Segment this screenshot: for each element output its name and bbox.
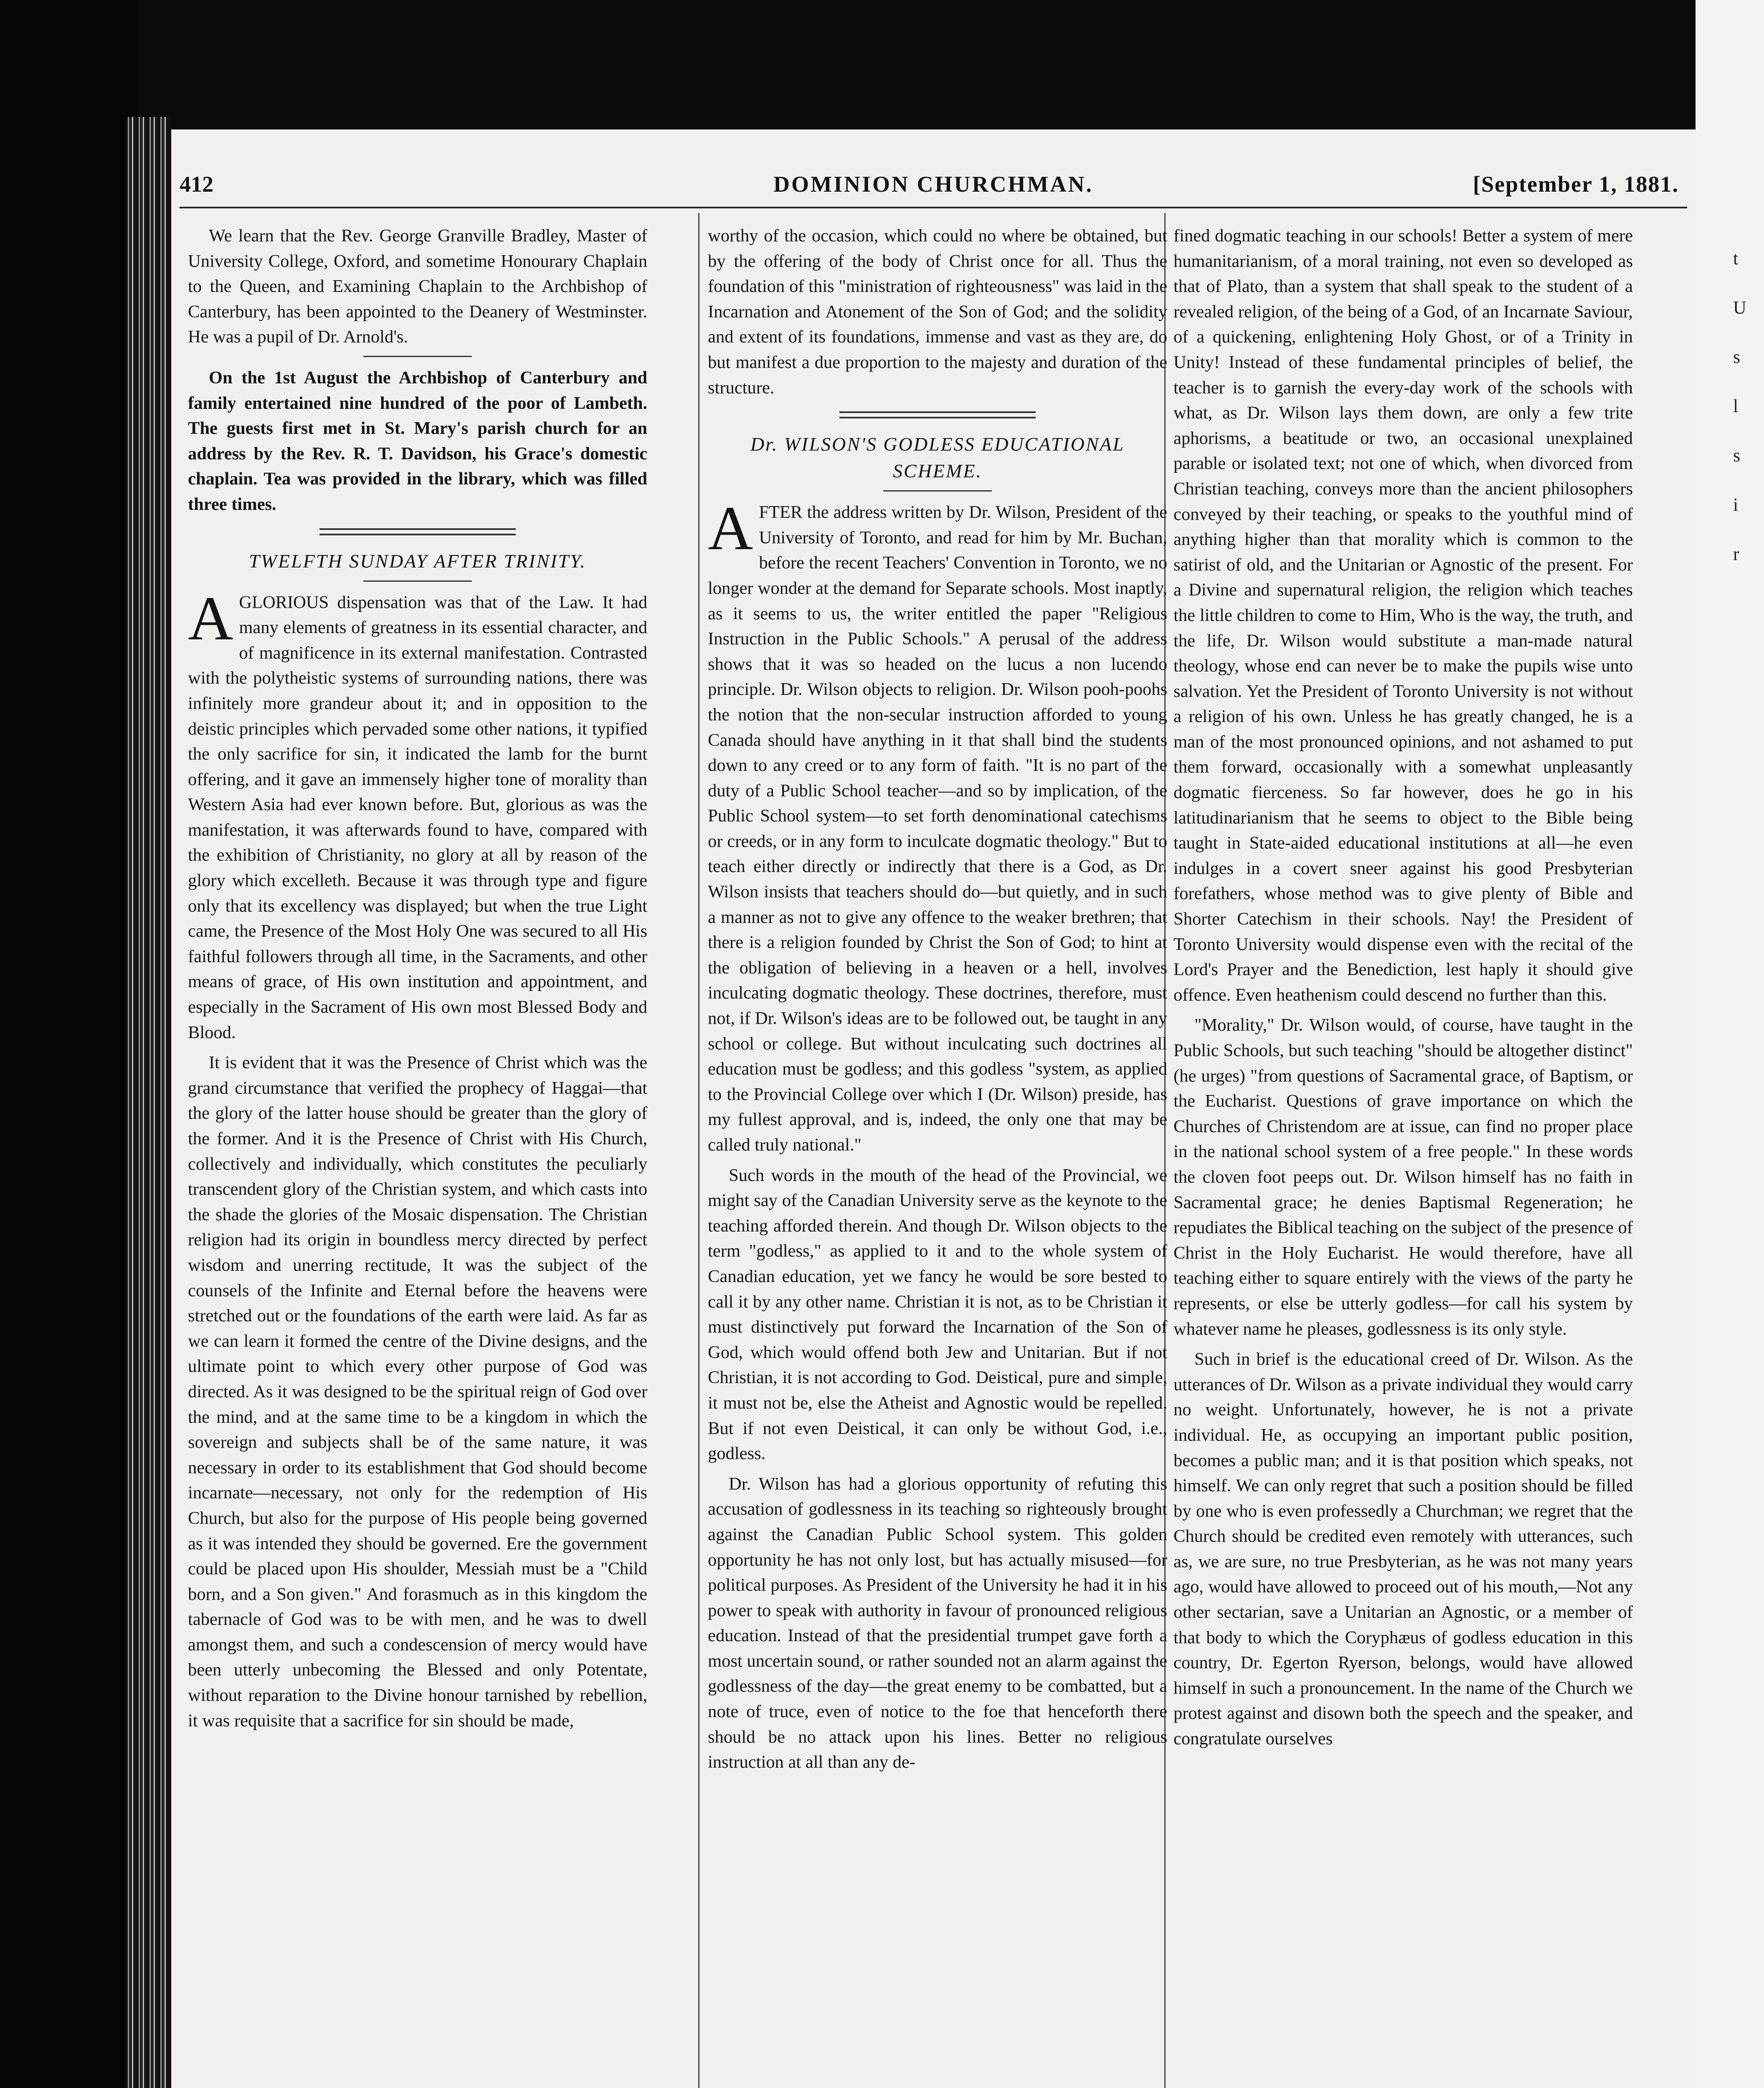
news-item-lambeth: On the 1st August the Archbishop of Canterbury and family entertained nine hundred of the poor of Lambeth. The guests first met in St. Mary's parish church for an address by the Rev. R. T. Davidson, his Grace's domestic chaplain. Tea was provided in the library, which was filled three times.: [188, 367, 647, 514]
section-double-rule: [319, 528, 516, 535]
fragment-letter: s: [1733, 445, 1741, 466]
trinity-paragraph-1: [188, 583, 647, 1046]
scan-border-left: [0, 0, 138, 2088]
drop-cap: A: [188, 583, 233, 653]
fragment-letter: t: [1733, 248, 1739, 269]
drop-cap: A: [708, 494, 753, 563]
trinity-paragraph-2: It is evident that it was the Presence of Christ which was the grand circumstance that verified the prophecy of Haggai—that the glory of the latter house should be greater than the glory of the former. And it is the Presence of Christ with His Church, collectively and individually, which constitutes the peculiarly transcendent glory of the Christian system, and which casts into the shade the glories of the Mosaic dispensation. The Christian religion had its origin in boundless mercy directed by perfect wisdom and unerring rectitude, It was the subject of the counsels of the Infinite and Eternal before the heavens were stretched out or the foundations of the earth were laid. As far as we can learn it formed the centre of the Divine designs, and the ultimate point to which every other purpose of God was directed. As it was designed to be the spiritual reign of God over the mind, and at the same time to be a kingdom in which the sovereign and subjects shall be of the same nature, it was necessary in order to its establishment that God should become incarnate—necessary, not only for the redemption of His Church, but also for the purpose of His people being governed as it was intended they should be governed. Ere the government could be placed upon His shoulder, Messiah must be a "Child born, and a Son given." And forasmuch as in this kingdom the tabernacle of God was to be with men, and he was to dwell amongst them, and such a condescension of mercy would have been utterly unbecoming the Blessed and only Potentate, without reparation to the Divine honour tarnished by rebellion, it was requisite that a sacrifice for sin should be made,: [188, 1053, 647, 1731]
trinity-paragraph-1-text: GLORIOUS dispensation was that of the Law. It had many elements of greatness in its essential character, and of magnificence in its external manifestation. Contrasted with the polytheistic systems of surrounding nations, there was infinitely more grandeur about it; and in opposition to the deistic principles which pervaded some other nations, it typified the only sacrifice for sin, it indicated the lamb for the burnt offering, and it gave an immensely higher tone of morality than Western Asia had ever known before. But, glorious as was the manifestation, it was afterwards found to have, compared with the exhibition of Christianity, no glory at all by reason of the glory which excelleth. Because it was through type and figure only that its excellency was displayed; but when the true Light came, the Presence of the Most Holy One was secured to all His faithful followers through all time, in the Sacraments, and other means of grace, of His own institution and appointment, and especially in the Sacrament of His own most Blessed Body and Blood.: [188, 592, 647, 1042]
wilson-paragraph-3: Dr. Wilson has had a glorious opportunity of refuting this accusation of godlessness in its teaching so righteously brought against the Canadian Public School system. This golden opportunity he has not only lost, but has actually misused—for political purposes. As President of the University he had it in his power to speak with authority in favour of pronounced religious education. Instead of that the presidential trumpet gave forth a most uncertain sound, or rather sounded not an alarm against the godlessness of the day—the great enemy to be combatted, but a note of truce, even of notice to the foe that henceforth there should be no attack upon his lines. Better no religious instruction at all than any de-: [708, 1474, 1167, 1772]
page-number: 412: [180, 172, 213, 197]
column-3: [1173, 223, 1633, 1757]
wilson-paragraph-4: fined dogmatic teaching in our schools! Better a system of mere humanitarianism, of a moral training, not even so developed as that of Plato, than a system that shall speak to the student of a revealed religion, of the being of a God, of an Incarnate Saviour, of a quickening, enlightening Holy Ghost, or of a Trinity in Unity! Instead of these fundamental principles of belief, the teacher is to garnish the every-day work of the schools with what, as Dr. Wilson lays them down, are only a few trite aphorisms, a beatitude or two, an occasional unexplained parable or isolated text; not one of which, when divorced from Christian teaching, conveys more than the ancient philosophers conveyed by their teaching, or speaks to the youthful mind of anything higher than that morality which is common to the satirist of old, and the Unitarian or Agnostic of the present. For a Divine and supernatural religion, the religion which teaches the little children to come to Him, Who is the way, the truth, and the life, Dr. Wilson would substitute a man-made natural theology, whose end can never be to make the pupils wise unto salvation. Yet the President of Toronto University is not without a religion of his own. Unless he has greatly changed, he is a man of the most pronounced opinions, and not ashamed to put them forward, occasionally with a somewhat unpleasantly dogmatic fierceness. So far however, does he go in his latitudinarianism that he seems to object to the Bible being taught in State-aided educational institutions at all—he even indulges in a covert sneer against his good Presbyterian forefathers, whose method was to give plenty of Bible and Shorter Catechism in their schools. Nay! the President of Toronto University would dispense even with the recital of the Lord's Prayer and the Benediction, lest haply it should give offence. Even heathenism could descend no further than this.: [1173, 226, 1633, 1005]
page-header: [180, 171, 1687, 200]
wilson-paragraph-1: [708, 494, 1167, 1158]
column-1: [188, 223, 647, 1738]
item-separator: [363, 356, 472, 357]
fragment-letter: s: [1733, 347, 1741, 367]
fragment-letter: U: [1733, 297, 1746, 318]
wilson-paragraph-1-text: FTER the address written by Dr. Wilson, President of the University of Toronto, and read for him by Mr. Buchan, before the recent Teachers' Convention in Toronto, we no longer wonder at the demand for Separate schools. Most inaptly, as it seems to us, the writer entitled the paper "Religious Instruction in the Public Schools." A perusal of the address shows that it was so headed on the lucus a non lucendo principle. Dr. Wilson objects to religion. Dr. Wilson pooh-poohs the notion that the non-secular instruction afforded to young Canada should have anything in it that shall bind the students down to any creed or to any form of faith. "It is no part of the duty of a Public School teacher—and so by implication, of the Public School system—to set forth denominational catechisms or creeds, or in any form to inculcate dogmatic theology." But to teach either directly or indirectly that there is a God, as Dr. Wilson insists that teachers should do—but quietly, and in such a manner as not to give any offence to the weaker brethren; that there is a religion founded by Christ the Son of God; to hint at the obligation of believing in a heaven or a hell, involves inculcating dogmatic theology. These doctrines, therefore, must not, if Dr. Wilson's ideas are to be followed out, be taught in any school or college. But without inculcating such doctrines all education must be godless; and this godless "system, as applied to the Provincial College over which I (Dr. Wilson) preside, has my fullest approval, and is, indeed, the only one that may be called truly national.": [708, 502, 1167, 1155]
book-binding: [125, 117, 171, 2088]
heading-rule: [363, 580, 472, 582]
fragment-letter: i: [1733, 494, 1739, 515]
article-heading-trinity: TWELFTH SUNDAY AFTER TRINITY.: [249, 550, 586, 572]
fragment-letter: l: [1733, 396, 1739, 416]
article-heading-wilson: Dr. WILSON'S GODLESS EDUCATIONAL SCHEME.: [750, 433, 1125, 482]
section-double-rule: [839, 411, 1036, 418]
column-2: [708, 223, 1167, 1780]
heading-rule: [883, 490, 992, 492]
facing-page-fragments: [1733, 234, 1758, 579]
wilson-paragraph-5: "Morality," Dr. Wilson would, of course, have taught in the Public Schools, but such teaching "should be altogether distinct" (he urges) "from questions of Sacramental grace, of Baptism, or the Eucharist. Questions of grave importance on which the Churches of Christendom are at issue, can find no proper place in the national school system of a free people." In these words the cloven foot peeps out. Dr. Wilson himself has no faith in Sacramental grace; he denies Baptismal Regeneration; he repudiates the Biblical teaching on the subject of the presence of Christ in the Holy Eucharist. He would therefore, have all teaching either to square entirely with the views of the party he represents, or else be utterly godless—for call his system by whatever name he pleases, godlessness is its only style.: [1173, 1015, 1633, 1339]
header-rule: [180, 207, 1687, 208]
issue-date: [September 1, 1881.: [1473, 172, 1679, 197]
newspaper-page: [171, 129, 1696, 2088]
column-divider-1: [698, 213, 700, 2088]
wilson-paragraph-6: Such in brief is the educational creed of Dr. Wilson. As the utterances of Dr. Wilson as a private individual they would carry no weight. Unfortunately, however, he is not a private individual. He, as occupying an important public position, becomes a public man; and it is that position which speaks, not himself. We can only regret that such a position should be filled by one who is even professedly a Churchman; we regret that the Church should be credited even remotely with utterances, such as, we are sure, no true Presbyterian, as he was not many years ago, would have allowed to proceed out of his mouth,—Not any other sectarian, save a Unitarian an Agnostic, or a member of that body to which the Coryphæus of godless education in this country, Dr. Egerton Ryerson, belongs, would have allowed himself in such a pronouncement. In the name of the Church we protest against and disown both the speech and the speaker, and congratulate ourselves: [1173, 1349, 1633, 1749]
wilson-paragraph-2: Such words in the mouth of the head of the Provincial, we might say of the Canadian University serve as the keynote to the teaching afforded therein. And though Dr. Wilson objects to the term "godless," as applied to it and to the whole system of Canadian education, yet we fancy he would be sore bested to call it by any other name. Christian it is not, as to be Christian it must distinctively put forward the Incarnation of the Son of God, which would offend both Jew and Unitarian. But if not Christian, it is not according to God. Deistical, pure and simple, it must not be, else the Atheist and Agnostic would be repelled. But if not even Deistical, it can only be without God, i.e., godless.: [708, 1165, 1167, 1464]
news-item-bradley: We learn that the Rev. George Granville Bradley, Master of University College, Oxford, and sometime Honourary Chaplain to the Queen, and Examining Chaplain to the Archbishop of Canterbury, has been appointed to the Deanery of Westminster. He was a pupil of Dr. Arnold's.: [188, 226, 647, 347]
running-title: DOMINION CHURCHMAN.: [773, 172, 1093, 197]
trinity-paragraph-continued: worthy of the occasion, which could no where be obtained, but by the offering of the body of Christ once for all. Thus the foundation of this "ministration of righteousness" was laid in the Incarnation and Atonement of the Son of God; and the solidity and extent of its foundations, immense and vast as they are, do but manifest a due proportion to the majesty and duration of the structure.: [708, 226, 1167, 398]
fragment-letter: r: [1733, 544, 1739, 564]
